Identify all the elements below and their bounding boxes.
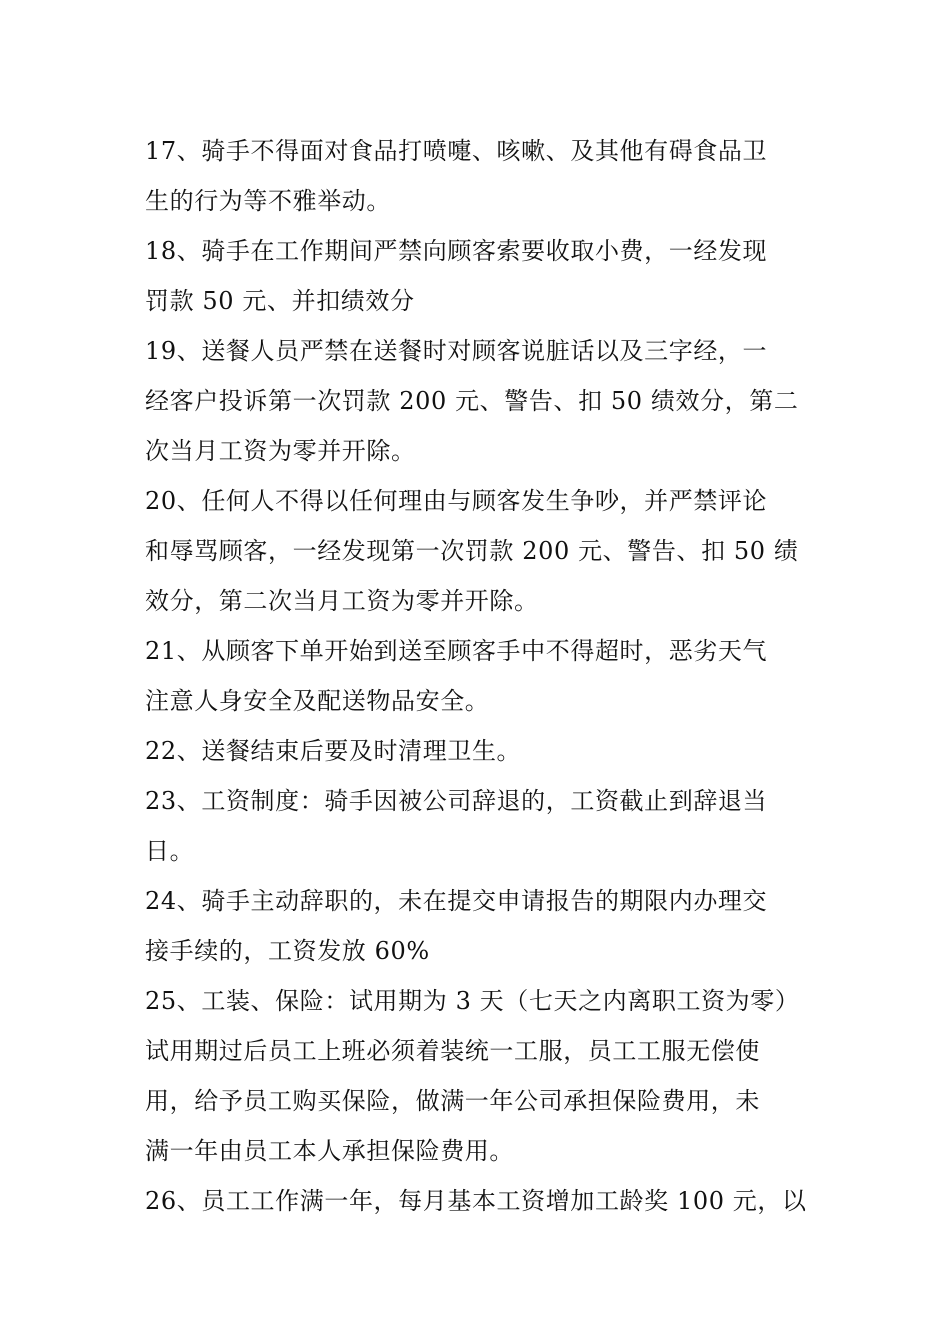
text-line-4: 罚款 50 元、并扣绩效分 xyxy=(145,287,415,315)
text-line-7: 次当月工资为零并开除。 xyxy=(145,437,416,465)
text-line-12: 注意人身安全及配送物品安全。 xyxy=(145,687,490,715)
text-line-17: 接手续的，工资发放 60% xyxy=(145,937,430,965)
text-line-2: 生的行为等不雅举动。 xyxy=(145,187,391,215)
text-line-22: 26、员工工作满一年，每月基本工资增加工龄奖 100 元，以 xyxy=(145,1187,807,1215)
text-line-16: 24、骑手主动辞职的，未在提交申请报告的期限内办理交 xyxy=(145,887,768,915)
text-line-18: 25、工装、保险：试用期为 3 天（七天之内离职工资为零） xyxy=(145,987,800,1015)
text-line-14: 23、工资制度：骑手因被公司辞退的，工资截止到辞退当 xyxy=(145,787,768,815)
document-body xyxy=(145,126,810,1226)
text-line-3: 18、骑手在工作期间严禁向顾客索要收取小费，一经发现 xyxy=(145,237,768,265)
text-line-19: 试用期过后员工上班必须着装统一工服，员工工服无偿使 xyxy=(145,1037,760,1065)
text-line-13: 22、送餐结束后要及时清理卫生。 xyxy=(145,737,522,765)
text-line-8: 20、任何人不得以任何理由与顾客发生争吵，并严禁评论 xyxy=(145,487,768,515)
text-line-10: 效分，第二次当月工资为零并开除。 xyxy=(145,587,539,615)
text-line-15: 日。 xyxy=(145,837,195,865)
text-line-21: 满一年由员工本人承担保险费用。 xyxy=(145,1137,514,1165)
text-line-11: 21、从顾客下单开始到送至顾客手中不得超时，恶劣天气 xyxy=(145,637,768,665)
text-line-20: 用，给予员工购买保险，做满一年公司承担保险费用，未 xyxy=(145,1087,760,1115)
text-line-6: 经客户投诉第一次罚款 200 元、警告、扣 50 绩效分，第二 xyxy=(145,387,799,415)
text-line-5: 19、送餐人员严禁在送餐时对顾客说脏话以及三字经，一 xyxy=(145,337,768,365)
text-line-9: 和辱骂顾客，一经发现第一次罚款 200 元、警告、扣 50 绩 xyxy=(145,537,799,565)
text-line-1: 17、骑手不得面对食品打喷嚏、咳嗽、及其他有碍食品卫 xyxy=(145,137,768,165)
